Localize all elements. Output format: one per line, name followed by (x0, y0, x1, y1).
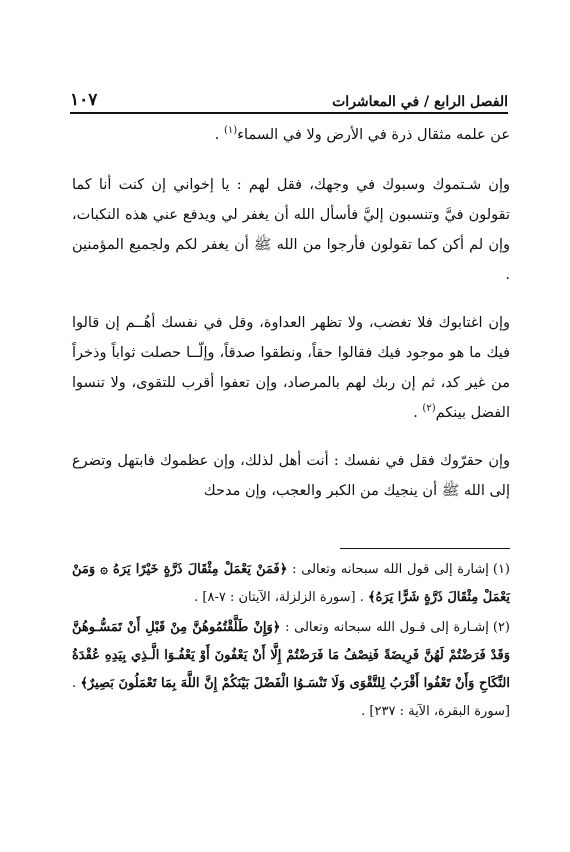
footnote-2-intro: إشـارة إلى قـول الله سبحانه وتعالى : (280, 620, 489, 635)
footnote-ref-1[interactable]: (١) (224, 125, 238, 137)
paragraph-1 (72, 120, 510, 150)
paragraph-1-end: . (214, 127, 225, 143)
footnotes (72, 556, 510, 728)
paragraph-3-end: . (413, 405, 423, 421)
footnote-2-quote: ﴿وَإِنْ طَلَّقْتُمُوهُنَّ مِنْ قَبْلِ أَنْ تَمَسُّـوهُنَّ وَقَدْ فَرَضْتُمْ لَهُنَّ فَرِيضَةً فَنِصْفُ مَا فَرَضْتُمْ إِلَّا أَنْ يَعْفُونَ أَوْ يَعْفُـوَا الَّـذِي بِيَدِهِ عُقْدَةُ النِّكَاحِ وَأَنْ تَعْفُوا أَقْرَبُ لِلتَّقْوَى وَلَا تَنْسَـوُا الْفَضْلَ بَيْنَكُمْ إِنَّ اللَّهَ بِمَا تَعْمَلُونَ بَصِيرٌ﴾ (72, 620, 510, 691)
footnote-1-intro: إشارة إلى قول الله سبحانه وتعالى : (287, 562, 489, 577)
footnote-1-source: . [سورة الزلزلة، الآيتان : ٧-٨] . (194, 590, 368, 605)
footnote-1-number: (١) (492, 562, 510, 577)
footnote-2 (72, 614, 510, 726)
footnote-1-quote: ﴿فَمَنْ يَعْمَلْ مِثْقَالَ ذَرَّةٍ خَيْرًا يَرَهُ ۞ وَمَنْ يَعْمَلْ مِثْقَالَ ذَرَّةٍ شَرًّا يَرَهُ﴾ (72, 562, 510, 605)
paragraph-3 (72, 308, 510, 428)
footnote-separator (340, 548, 510, 549)
paragraph-1-text: عن علمه مثقال ذرة في الأرض ولا في السماء (237, 127, 510, 143)
header-rule (70, 112, 508, 114)
page-number: ١٠٧ (70, 90, 98, 110)
footnote-2-source: . [سورة البقرة، الآية : ٢٣٧] . (72, 676, 510, 719)
main-text (72, 120, 510, 524)
chapter-title: الفصل الرابع / في المعاشرات (332, 94, 508, 110)
footnote-2-number: (٢) (492, 620, 510, 635)
footnote-ref-2[interactable]: (٢) (422, 403, 436, 415)
paragraph-2: وإن شـتموك وسبوك في وجهك، فقل لهم : يا إخواني إن كنت أنا كما تقولون فيَّ وتنسبون إليَّ فأسأل الله أن يغفر لي ويدفع عني هذه النكبات، وإن لم أكن كما تقولون فأرجوا من الله ﷺ أن يغفر لكم ولجميع المؤمنين . (72, 177, 510, 283)
paragraph-3-text: وإن اغتابوك فلا تغضب، ولا تظهر العداوة، وقل في نفسك أهُــم إن قالوا فيك ما هو موجود فيك فقالوا حقاً، ونطقوا صدقاً، وإلّــا حصلت ثواباً وذخراً من غير كد، ثم إن ربك لهم بالمرصاد، وإن تعفوا أقرب للتقوى، ولا تنسوا الفضل بينكم (72, 315, 510, 421)
paragraph-4: وإن حقرّوك فقل في نفسك : أنت أهل لذلك، وإن عظموك فابتهل وتضرع إلى الله ﷺ أن ينجيك من الكبر والعجب، وإن مدحك (72, 453, 510, 499)
footnote-1 (72, 556, 510, 612)
running-header (70, 88, 508, 110)
